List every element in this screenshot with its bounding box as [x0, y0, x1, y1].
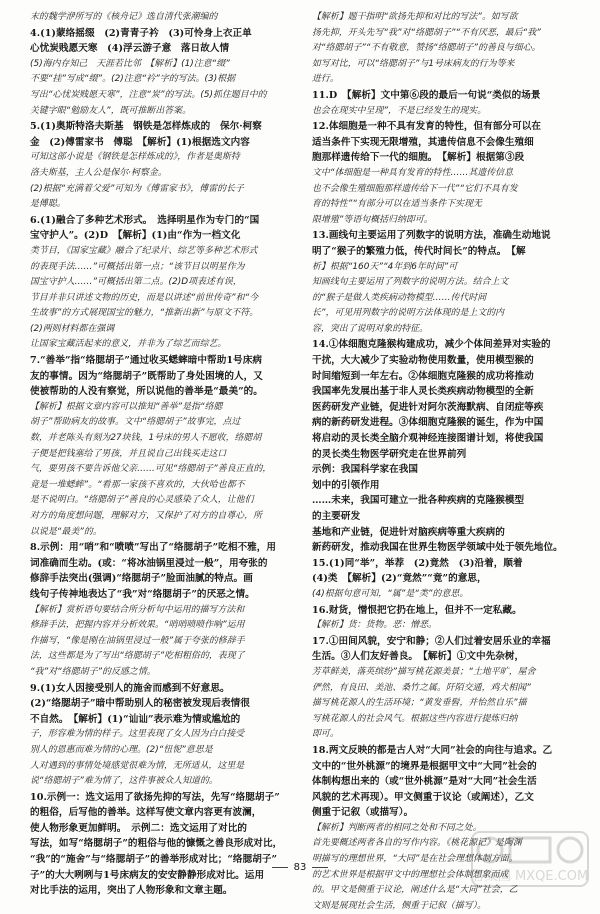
right-column-line: 也不会像生殖细胞那样遗传给下一代”“它们不具有发	[312, 183, 518, 194]
right-column-line: 俨然，有良田、美池、桑竹之属。阡陌交通，鸡犬相闻”	[312, 682, 531, 693]
right-column	[312, 10, 580, 914]
right-column-line: 风貌的艺术再现）。甲文侧重于议论（或阐述），乙文	[312, 791, 534, 803]
right-column-line: 【解析】货：货物。恶：憎恶。	[312, 620, 437, 631]
left-column-line: (2)两则材料都在强调	[30, 323, 115, 334]
right-column-line: 描写桃花源人的生活环境；“黄发垂髫，并怡然自乐”描	[312, 698, 527, 709]
right-column-line: 18.两文反映的都是古人对“大同”社会的向往与追求。乙	[312, 744, 553, 756]
left-column-line: 写法，如写“络腮胡子”的粗俗与他的慷慨之善良形成对比，	[30, 838, 283, 850]
right-column-line: 12.体细胞是一种不具有发育的特性，但有部分可以在	[312, 121, 542, 133]
right-column-line: 明了“猴子的繁殖力低，传代时间长”的特点。 【解	[312, 245, 526, 257]
left-column-line: 对方的角度想问题，理解对方，又保护了对方的自尊心，所	[30, 511, 263, 521]
left-column-line: 别人的恩惠而难为情的心理。(2)“忸怩”意思是	[30, 744, 213, 755]
left-column-line: 线句子传神地表达了“我”对“络腮胡子”的厌恶之情。	[30, 588, 255, 600]
right-column-line: 的。甲文是侧重于议论，阐述什么是“大同”社会，乙	[312, 885, 518, 896]
left-column-line: 使人物形象更加鲜明。 示例二：选文运用了对比的	[30, 822, 248, 834]
left-column-line: 可知这部小说是《钢铁是怎样炼成的》，作者是奥斯特	[30, 152, 240, 163]
page-number-dash-left	[272, 867, 288, 868]
left-column-line: (2)根据“充满着父爱”可知为《傅雷家书》，傅雷的长子	[30, 183, 244, 194]
left-column-line: 竟是一堆蟋蟀”。“看那一家孩不喜欢的，大伙哈也都不	[30, 479, 245, 490]
page-number	[0, 862, 600, 873]
left-column	[30, 10, 298, 899]
left-column-line: 金 (2)傅雷家书 傅聪 【解析】(1)根据选文内容	[30, 136, 250, 148]
left-column-line: 8.示例：用“哨”和“喷喷”写出了“络腮胡子”吃相不雅，用	[30, 542, 277, 554]
right-column-line: 13.画线句主要运用了列数字的说明方法，准确生动地说	[312, 230, 551, 242]
left-column-line: 让国家宝藏活起来的意义，并非为了综艺而综艺。	[30, 339, 227, 350]
right-column-line: 也会在现实中呈现”，不是已经发生的现实。	[312, 105, 487, 116]
left-column-line: “我”的“施舍”与“络腮胡子”的善举形成对比；“络腮胡子”	[30, 854, 278, 866]
right-column-line: 对“络腮胡子”“不有敬意，赞扬“络腮胡子”的善良与细心。	[312, 43, 541, 54]
right-column-line: 育的特性”“有部分可以在适当条件下实现无	[312, 199, 482, 210]
left-column-line: 数，并老陈头有刻为27块钱，1号床的男人不愿收，络腮胡	[30, 433, 262, 444]
left-column-line: 修辞手法突出(强调)“络腮胡子”脸面油腻的特点。画	[30, 573, 253, 585]
right-column-line: (4)根据句意可知，“属”是“类”的意思。	[312, 588, 469, 599]
left-column-line: 子便是把钱塞给了男孩，并且说自己出钱买走这口	[30, 448, 227, 459]
left-column-line: 是傅聪。	[30, 199, 66, 210]
left-column-line: 以说是“最美”的。	[30, 526, 102, 537]
left-column-line: 修辞手法，把握内容并分析效果。“哨哨喷喷作响”运用	[30, 620, 245, 631]
right-column-line: 如写对比，可以“络腮胡子”与1号床病友的行为等来	[312, 58, 515, 69]
left-column-line: 的表现手法……”可概括出第一点；“该节目以明星作为	[30, 261, 245, 272]
left-column-line: 7.“善举”指“络腮胡子”通过收买蟋蟀暗中帮助1号床病	[30, 355, 262, 367]
left-column-line: 节目并非只讲述文物的历史，而是以讲述“前世传奇”和“今	[30, 292, 259, 303]
left-column-line: 子，形容难为情的样子。这里表现了女人因为白白接受	[30, 729, 245, 740]
left-column-line: 的粗俗，后写他的善举。这样写使文章内容更有波澜，	[30, 807, 262, 819]
right-column-line: 文中的“世外桃源”的境界是根据甲文中“大同”社会的	[312, 760, 537, 772]
left-column-line: 是不说明白。“络腮胡子”善良的心灵感染了众人，让他们	[30, 495, 254, 506]
left-column-line: 子”的大大咧咧与1号床病友的安安静静形成对比。运用	[30, 869, 265, 881]
right-column-line: 适当条件下实现无限增殖，其遗传信息不会像生殖细	[312, 136, 534, 148]
right-column-line: 干扰，大大减少了实验动物使用数量，使用模型猴的	[312, 355, 534, 367]
left-column-line: 10.示例一：选文运用了欲扬先抑的写法，先写“络腮胡子”	[30, 791, 280, 803]
right-column-line: 14.①体细胞克隆猴构建成功，减少个体间差异对实验的	[312, 339, 551, 351]
right-column-line: 我国率先发展出基于非人灵长类疾病动物模型的全新	[312, 386, 534, 398]
right-column-line: 首先要概述两者各自的写作内容。《桃花源记》是陶渊	[312, 838, 522, 849]
right-column-line: 析】根据“160天”“4年到6年时间”可	[312, 261, 458, 272]
right-column-line: 文则是展现社会生活，侧重于记叙（描写）。	[312, 900, 487, 911]
left-column-line: (5)海内存知己 天涯若比邻 【解析】(1)注意“缀”	[30, 58, 230, 69]
left-column-line: 不要“挂”写成“缀”。(2)注意“衿”字的写法。(3)根据	[30, 74, 236, 85]
left-column-line: 不自然。 【解析】(1)“讪讪”表示难为情或尴尬的	[30, 713, 241, 725]
right-column-line: 【解析】题干指明“欲扬先抑和对比的写法”。如写欲	[312, 12, 518, 22]
right-column-line: 长”，可见用列数字的说明方法体现的是上文的内	[312, 308, 505, 319]
right-column-line: 即可。	[312, 729, 339, 740]
left-column-line: 使被帮助的人没有察觉，所以说他的善举是“最美”的。	[30, 386, 263, 398]
left-column-line: 心忧炭贱愿天寒 (4)浮云游子意 落日故人情	[30, 43, 230, 55]
left-column-line: 说“络腮胡子”难为情了，这件事被众人知道的。	[30, 776, 218, 787]
right-column-line: 的“猴子是做人类疾病动物模型……传代时间	[312, 292, 487, 303]
left-column-line: 洛夫斯基，主人公是保尔·柯察金。	[30, 167, 167, 178]
right-column-line: 生活。③人们友好善良。 【解析】①文中先杂树，	[312, 651, 525, 663]
left-column-line: 9.(1)女人因接受别人的施舍而感到不好意思。	[30, 682, 230, 694]
right-column-line: 15.(1)同“举”，举荐 (2)竟然 (3)沿着，顺着	[312, 557, 523, 569]
left-column-line: 5.(1)奥斯特洛夫斯基 钢铁是怎样炼成的 保尔·柯察	[30, 121, 262, 133]
left-column-line: 词准确而生动。(或：“将冰油锅里浸过一般”，用夸张的	[30, 557, 268, 569]
right-column-line: 17.①田间风貌，安宁和静；②人们过着安居乐业的幸福	[312, 635, 551, 647]
right-column-line: 将启动的灵长类全脑介观神经连接图谱计划，将使我国	[312, 433, 544, 445]
left-column-line: 国宝守护人……”可概括出第二点。(2)D项表述有误，	[30, 277, 242, 288]
left-column-line: 生故事”的方式展现国宝的魅力，“推新出新”与原文不符。	[30, 308, 259, 319]
left-column-line: 写出“心忧炭贱愿天寒”，注意“炭”的写法。(5)抓住题目中的	[30, 89, 267, 100]
right-column-line: 容，突出了说明对象的特征。	[312, 323, 429, 334]
page-number-dash-right	[312, 867, 328, 868]
left-column-line: 4.(1)蒙络摇缀 (2)青青子衿 (3)可怜身上衣正单	[30, 27, 252, 39]
left-column-line: 气，要男孩不要告诉他父亲……可见“络腮胡子”善良正直的，	[30, 464, 272, 475]
left-column-line: 作描写，“像是刚在油锅里浸过一般”属于夸张的修辞手	[30, 635, 245, 646]
right-column-line: 【解析】判断两者的相同之处和不同之处。	[312, 822, 482, 833]
right-column-line: 划中的引领作用	[312, 479, 380, 491]
right-column-line: 明描写的理想世界，“大同”是在社会理想体制方面。	[312, 854, 518, 865]
left-column-line: 法，这些都是为了写出“络腮胡子”吃相粗俗的，表现了	[30, 651, 245, 662]
right-column-line: 体制构想出来的（或“世外桃源”是对“大同”社会生活	[312, 776, 537, 788]
right-column-line: (4)类 【解析】(2)“竟然”“竟”的意思，	[312, 573, 487, 585]
left-column-line: (2)“络腮胡子”暗中帮助别人的秘密被发现后表情很	[30, 698, 250, 710]
left-column-line: 人对遇到的事情处境感觉很难为情，无所适从，这里是	[30, 760, 245, 771]
left-column-line: 友的事情。因为“络腮胡子”既帮助了身处困境的人，又	[30, 370, 263, 382]
right-column-line: 11.D 【解析】文中第⑥段的最后一句说“类似的场景	[312, 89, 541, 101]
right-column-line: 知画线句主要运用了列数字的说明方法。结合上文	[312, 277, 509, 288]
left-column-line: 胡子”帮助病友的故事。文中“络腮胡子”故事完，点过	[30, 417, 241, 428]
right-column-line: 时间缩短到一年左右。②体细胞克隆猴的成功将推动	[312, 370, 534, 382]
page-number-text: 83	[293, 862, 307, 873]
left-column-line: 【解析】根据文章内容可以推知“善举”是指“络腮	[30, 401, 223, 412]
right-column-line: 进行。	[312, 74, 339, 85]
watermark-text: 答案圈 MXQE.COM	[471, 869, 589, 884]
right-column-line: 示例：我国科学家在我国	[312, 464, 419, 476]
right-column-line: 文中“体细胞是一种具有发育的特性……其遗传信息	[312, 167, 513, 178]
right-column-line: 胞那样遗传给下一代的细胞。 【解析】根据第③段	[312, 152, 525, 164]
left-column-line: “我”对“络腮胡子”的反感之情。	[30, 666, 156, 677]
right-column-line: 写桃花源人的社会风气。根据这些内容进行提炼归纳	[312, 713, 518, 724]
left-column-line: 类节目，《国家宝藏》融合了纪录片、综艺等多种艺术形式	[30, 245, 258, 256]
right-column-line: 的主要研发	[312, 511, 361, 522]
right-column-line: 16.财货，憎恨把它扔在地上，但并不一定私藏。	[312, 604, 522, 616]
right-column-line: 扬先抑，开头先写“我”对“络腮胡子”“不有厌恶，最后“我”	[312, 27, 541, 38]
left-column-line: 【解析】赏析语句要结合所分析句中运用的描写方法和	[30, 604, 245, 615]
right-column-line: 的灵长类生物医学研究走在世界前列	[312, 448, 467, 460]
left-column-line: 末的魏学洢所写的《核舟记》选自清代张潮编的	[30, 12, 218, 22]
right-column-line: 侧重于记叙（或描写）。	[312, 807, 414, 819]
left-column-line: 关键字眼“勉励友人”，既可推断出答案。	[30, 105, 192, 116]
left-column-line: 6.(1)融合了多种艺术形式。 选择明星作为专门的“国	[30, 214, 260, 226]
right-column-line: 医药研发产业链，促进针对阿尔茨海默病、自闭症等疾	[312, 401, 544, 413]
right-column-line: 限增殖”等语句概括归纳即可。	[312, 214, 433, 225]
left-column-line: 宝守护人”。(2)D 【解析】(1)由“作为一档文化	[30, 230, 241, 242]
right-column-line: 基地和产业链，促进针对脑疾病等重大疾病的	[312, 526, 505, 538]
right-column-line: 新药研发，推动我国在世界生物医学领域中处于领先地位。	[312, 542, 563, 554]
left-column-line: 对比手法的运用，突出了人物形象和文章主题。	[30, 885, 233, 897]
right-column-line: 芳草鲜美，落英缤纷”描写桃花源美景；“土地平旷，屋舍	[312, 666, 536, 677]
right-column-line: 病的新药研发进程。③体细胞克隆猴的诞生，作为中国	[312, 417, 544, 429]
right-column-line: ……未来，我国可建立一批各种疾病的克隆猴模型	[312, 495, 525, 507]
right-column-line: 的艺术世界是根据甲文中的理想社会体制想象而成	[312, 869, 509, 880]
